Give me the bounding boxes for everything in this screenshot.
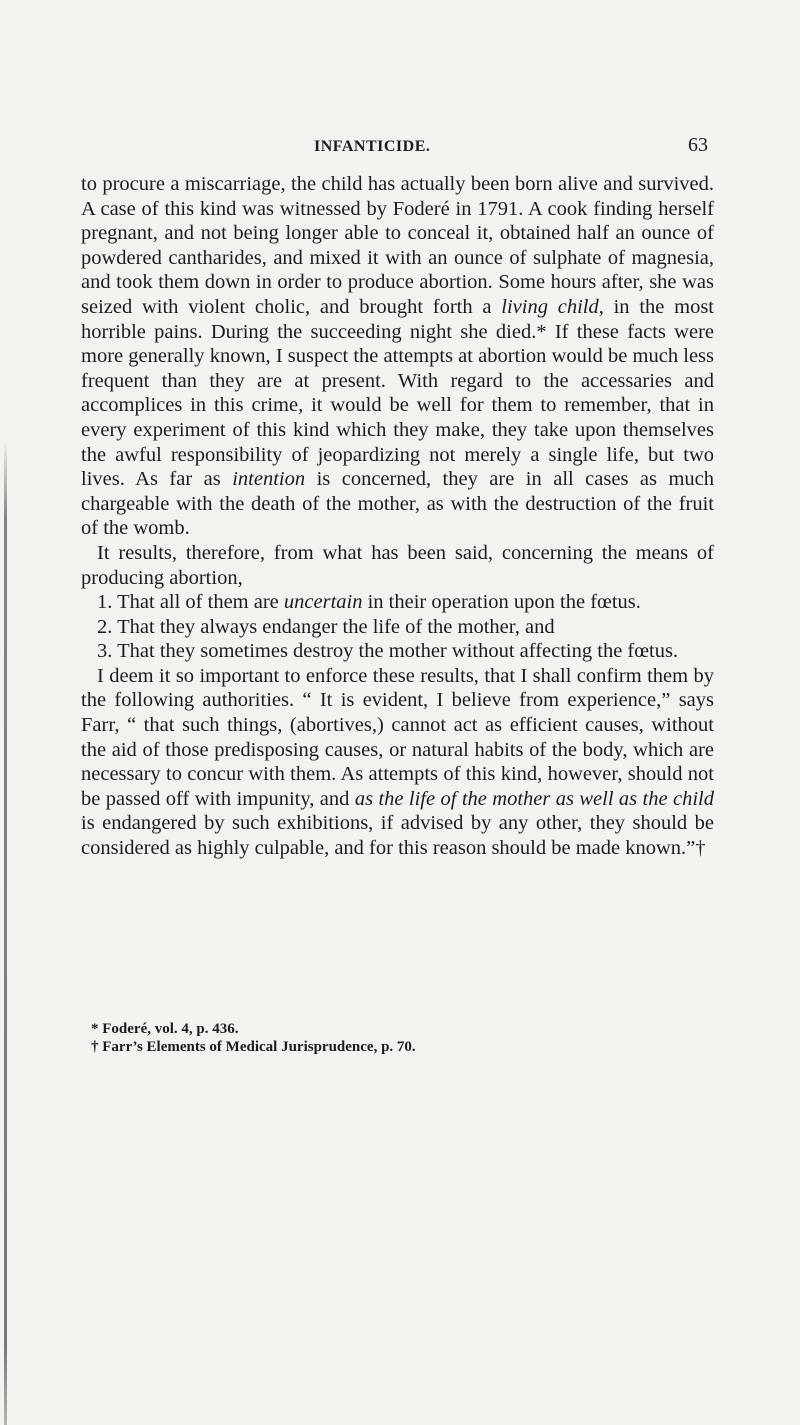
text-run: I deem it so important to enforce these results, that I shall confirm them by the following authorities. “ It is evident, I believe from experience,” says Farr, “ that such things, (abortives,) cannot act as efficient causes, without the aid of those predisposing causes, or natural habits of the body, which are necessary to concur with them. As attempts of this kind, however, should not be passed off with impunity, and (81, 664, 714, 810)
text-run: 1. That all of them are (97, 591, 284, 614)
text-run: is concerned, they are in all cases as much chargeable with the death of the mother, as with the destruction of the fruit of the womb. (81, 468, 714, 540)
list-item-1 (81, 590, 714, 615)
page-header (0, 132, 800, 162)
paragraph-2: It results, therefore, from what has been said, concerning the means of producing abortion, (81, 541, 714, 589)
emphasis-uncertain: uncertain (283, 591, 363, 614)
body-text (81, 172, 714, 861)
list-item-2: 2. That they always endanger the life of the mother, and (97, 615, 555, 638)
list-item-3: 3. That they sometimes destroy the mother without affecting the fœtus. (97, 640, 679, 663)
footnote-2: † Farr’s Elements of Medical Jurisprudence, p. 70. (91, 1039, 416, 1055)
footnotes (81, 1020, 714, 1056)
emphasis-intention: intention (232, 468, 306, 491)
running-head: INFANTICIDE. (314, 138, 431, 155)
text-run: in their operation upon the fœtus. (362, 591, 641, 614)
text-run: , in the most horrible pains. During the succeeding night she died.* If these facts were more generally known, I suspect the attempts at abortion would be much less frequent than they are at present. With regard to the accessaries and accomplices in this crime, it would be well for them to remember, that in every experiment of this kind which they make, they take upon themselves the awful responsibility of jeopardizing not merely a single life, but two lives. As far as (81, 295, 714, 491)
paragraph-3 (81, 664, 714, 861)
binding-edge-shadow (4, 440, 7, 1425)
text-run: is endangered by such exhibitions, if advised by any other, they should be considered as highly culpable, and for this reason should be made known.”† (81, 812, 714, 860)
page-number: 63 (688, 134, 708, 156)
text-run: to procure a miscarriage, the child has actually been born alive and survived. A case of this kind was witnessed by Foderé in 1791. A cook finding herself pregnant, and not being longer able to conceal it, obtained half an ounce of powdered cantharides, and mixed it with an ounce of sulphate of magnesia, and took them down in order to produce abortion. Some hours after, she was seized with violent cholic, and brought forth a (81, 173, 714, 318)
paragraph-1 (81, 172, 714, 541)
footnote-1: * Foderé, vol. 4, p. 436. (91, 1021, 239, 1037)
emphasis-life-of-mother: as the life of the mother as well as the child (354, 787, 714, 810)
emphasis-living-child: living child (501, 295, 599, 318)
